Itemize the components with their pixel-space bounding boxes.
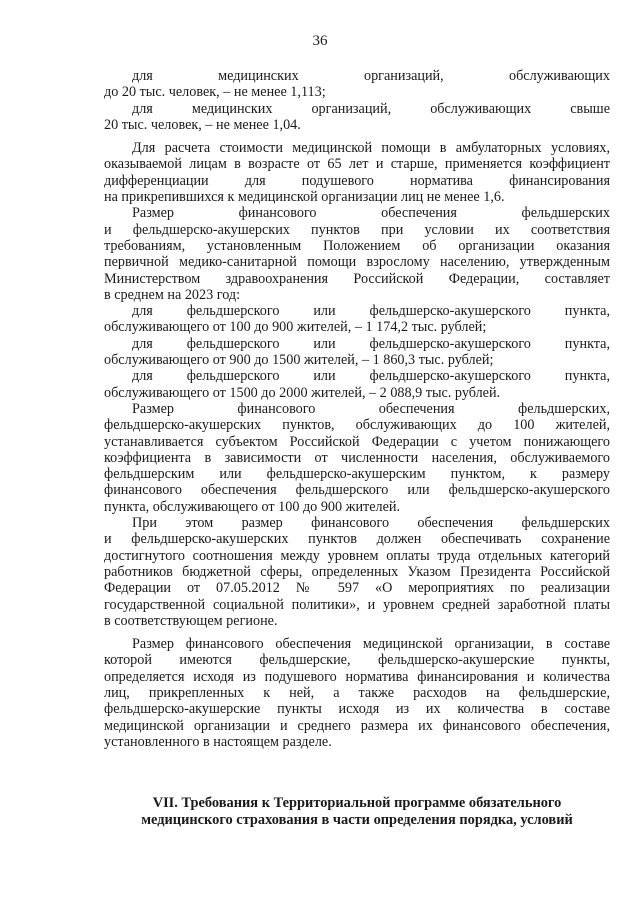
text-line: работников бюджетной сферы, определенных Указом Президента Российской xyxy=(104,563,610,580)
text-line: в среднем на 2023 год: xyxy=(104,286,241,303)
text-line: для фельдшерского или фельдшерско-акушерского пункта, xyxy=(132,335,610,352)
paragraph xyxy=(104,303,610,336)
text-line: до 20 тыс. человек, – не менее 1,113; xyxy=(104,84,326,101)
paragraph xyxy=(104,336,610,369)
text-line: обслуживающего от 100 до 900 жителей, – 1 174,2 тыс. рублей; xyxy=(104,319,487,336)
text-line: и фельдшерско-акушерских пунктов при условии их соответствия xyxy=(104,221,610,238)
text-line: Федерации от 07.05.2012 № 597 «О мероприятиях по реализации xyxy=(104,580,610,597)
text-line: обслуживающего от 900 до 1500 жителей, – 1 860,3 тыс. рублей; xyxy=(104,352,494,369)
heading-line: VII. Требования к Территориальной программе обязательного xyxy=(152,795,562,811)
text-line: для фельдшерского или фельдшерско-акушерского пункта, xyxy=(132,303,610,320)
paragraph xyxy=(104,401,610,515)
text-line: определяется исходя из подушевого норматива финансирования и количества xyxy=(104,668,610,685)
text-line: Для расчета стоимости медицинской помощи в амбулаторных условиях, xyxy=(132,140,610,157)
paragraph xyxy=(104,68,610,101)
text-line: фельдшерско-акушерских пунктов, обслуживающих до 100 жителей, xyxy=(104,417,610,434)
text-line: пункта, обслуживающего от 100 до 900 жителей. xyxy=(104,498,401,515)
text-line: коэффициента в зависимости от численности населения, обслуживаемого xyxy=(104,449,610,466)
paragraph xyxy=(104,205,610,303)
text-line: финансового обеспечения фельдшерского или фельдшерско-акушерского xyxy=(104,482,610,499)
text-line: фельдшерско-акушерские пункты исходя из их количества в составе xyxy=(104,701,610,718)
text-line: дифференциации для подушевого норматива финансирования xyxy=(104,172,610,189)
body-text xyxy=(104,68,610,750)
text-line: требованиям, установленным Положением об организации оказания xyxy=(104,237,610,254)
text-line: Размер финансового обеспечения медицинской организации, в составе xyxy=(132,636,610,653)
text-line: 20 тыс. человек, – не менее 1,04. xyxy=(104,116,301,133)
text-line: государственной социальной политики», и уровнем средней заработной платы xyxy=(104,596,610,613)
text-line: для медицинских организаций, обслуживающих свыше xyxy=(132,100,610,117)
heading-line: медицинского страхования в части определения порядка, условий xyxy=(141,812,573,828)
text-line: Размер финансового обеспечения фельдшерских xyxy=(132,205,610,222)
paragraph xyxy=(104,636,610,750)
text-line: При этом размер финансового обеспечения фельдшерских xyxy=(132,515,610,532)
text-line: Размер финансового обеспечения фельдшерских, xyxy=(132,400,610,417)
text-line: устанавливается субъектом Российской Федерации с учетом понижающего xyxy=(104,433,610,450)
text-line: Министерством здравоохранения Российской Федерации, составляет xyxy=(104,270,610,287)
paragraph xyxy=(104,101,610,134)
text-line: на прикрепившихся к медицинской организации лиц не менее 1,6. xyxy=(104,189,505,206)
text-line: для медицинских организаций, обслуживающих xyxy=(132,68,610,84)
text-line: которой имеются фельдшерские, фельдшерско-акушерские пункты, xyxy=(104,652,610,669)
paragraph xyxy=(104,140,610,205)
text-line: обслуживающего от 1500 до 2000 жителей, – 2 088,9 тыс. рублей. xyxy=(104,384,501,401)
text-line: достигнутого соотношения между уровнем оплаты труда отдельных категорий xyxy=(104,547,610,564)
text-line: медицинской организации и среднего размера их финансового обеспечения, xyxy=(104,717,610,734)
text-line: и фельдшерско-акушерских пунктов должен обеспечивать сохранение xyxy=(104,531,610,548)
paragraph xyxy=(104,368,610,401)
text-line: лиц, прикрепленных к ней, а также расходов на фельдшерские, xyxy=(104,684,610,701)
paragraph xyxy=(104,515,610,629)
text-line: первичной медико-санитарной помощи взрослому населению, утвержденным xyxy=(104,254,610,271)
text-line: в соответствующем регионе. xyxy=(104,612,278,629)
text-line: для фельдшерского или фельдшерско-акушерского пункта, xyxy=(132,368,610,385)
page-number: 36 xyxy=(312,33,328,49)
text-line: установленного в настоящем разделе. xyxy=(104,733,332,750)
text-line: фельдшерским или фельдшерско-акушерским пунктом, к размеру xyxy=(104,466,610,483)
section-heading xyxy=(104,795,610,829)
text-line: оказываемой лицам в возрасте от 65 лет и старше, применяется коэффициент xyxy=(104,156,610,173)
